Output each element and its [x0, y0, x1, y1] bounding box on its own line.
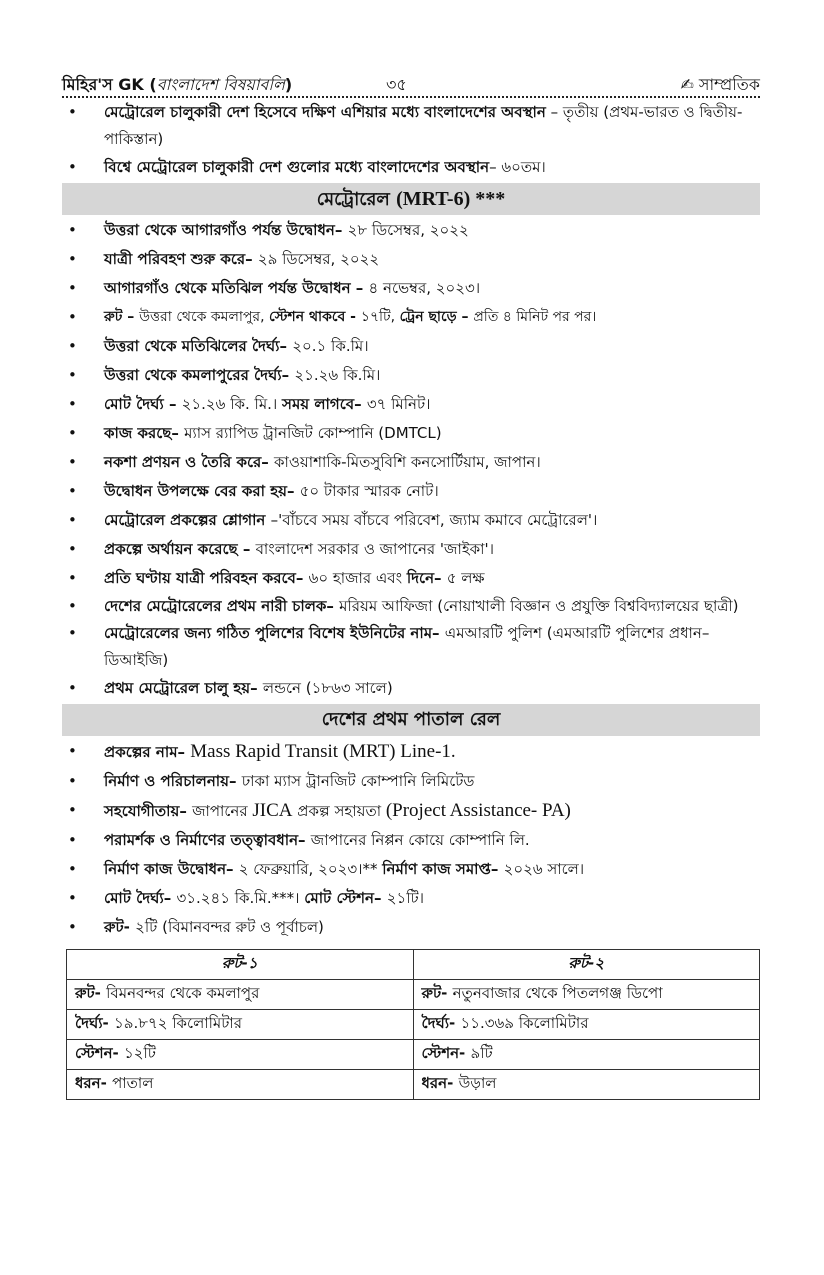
table-row: [67, 1010, 760, 1040]
list-item: • মেট্রোরেল চালুকারী দেশ হিসেবে দক্ষিণ এশিয়ার মধ্যে বাংলাদেশের অবস্থান – তৃতীয় (প্রথম-ভারত ও দ্বিতীয়-পাকিস্তান): [62, 99, 760, 153]
list-item: • প্রথম মেট্রোরেল চালু হয়– লন্ডনে (১৮৬৩ সালে): [62, 674, 760, 703]
table-row: [67, 980, 760, 1010]
table-cell: ধরন- উড়াল: [413, 1070, 760, 1100]
page-header: [62, 70, 760, 98]
list-item: • রুট – উত্তরা থেকে কমলাপুর, স্টেশন থাকবে - ১৭টি, ট্রেন ছাড়ে – প্রতি ৪ মিনিট পর পর।: [62, 303, 760, 332]
table-row: [67, 1040, 760, 1070]
list-item: • প্রকল্পে অর্থায়ন করেছে – বাংলাদেশ সরকার ও জাপানের 'জাইকা'।: [62, 535, 760, 564]
book-brand: মিহির'স GK (বাংলাদেশ বিষয়াবলি): [62, 75, 293, 94]
list-item: • উত্তরা থেকে মতিঝিলের দৈর্ঘ্য– ২০.১ কি.মি।: [62, 332, 760, 361]
list-item: • দেশের মেট্রোরেলের প্রথম নারী চালক– মরিয়ম আফিজা (নোয়াখালী বিজ্ঞান ও প্রযুক্তি বিশ্ববিদ্যালয়ের ছাত্রী): [62, 593, 760, 620]
section-heading-underground: দেশের প্রথম পাতাল রেল: [62, 704, 760, 736]
table-cell: রুট- নতুনবাজার থেকে পিতলগঞ্জ ডিপো: [413, 980, 760, 1010]
list-item: • বিশ্বে মেট্রোরেল চালুকারী দেশ গুলোর মধ্যে বাংলাদেশের অবস্থান– ৬০তম।: [62, 153, 760, 182]
list-item: • নকশা প্রণয়ন ও তৈরি করে– কাওয়াশাকি-মিতসুবিশি কনসোর্টিয়াম, জাপান।: [62, 448, 760, 477]
page-content: [62, 99, 760, 1100]
list-item: • পরামর্শক ও নির্মাণের তত্ত্বাবধান– জাপানের নিপ্পন কোয়ে কোম্পানি লি.: [62, 826, 760, 855]
list-item: • নির্মাণ ও পরিচালনায়– ঢাকা ম্যাস ট্রানজিট কোম্পানি লিমিটেড: [62, 767, 760, 796]
column-header: রুট-২: [413, 950, 760, 980]
table-cell: দৈর্ঘ্য- ১১.৩৬৯ কিলোমিটার: [413, 1010, 760, 1040]
list-item: • কাজ করছে– ম্যাস র‍্যাপিড ট্রানজিট কোম্পানি (DMTCL): [62, 419, 760, 448]
list-item: • সহযোগীতায়– জাপানের JICA প্রকল্প সহায়তা (Project Assistance- PA): [62, 796, 760, 826]
list-item: • আগারগাঁও থেকে মতিঝিল পর্যন্ত উদ্বোধন – ৪ নভেম্বর, ২০২৩।: [62, 274, 760, 303]
list-item: • মোট দৈর্ঘ্য – ২১.২৬ কি. মি.। সময় লাগবে– ৩৭ মিনিট।: [62, 390, 760, 419]
page-number: ৩৫: [386, 75, 407, 94]
list-item: • নির্মাণ কাজ উদ্বোধন– ২ ফেব্রুয়ারি, ২০২৩।** নির্মাণ কাজ সমাপ্ত– ২০২৬ সালে।: [62, 855, 760, 884]
underground-list: [62, 737, 760, 942]
section-label: ✍ সাম্প্রতিক: [680, 75, 760, 94]
list-item: • উদ্বোধন উপলক্ষে বের করা হয়– ৫০ টাকার স্মারক নোট।: [62, 477, 760, 506]
book-subtitle: বাংলাদেশ বিষয়াবলি: [156, 75, 285, 94]
column-header: রুট-১: [67, 950, 414, 980]
table-row: [67, 1070, 760, 1100]
list-item: • প্রতি ঘণ্টায় যাত্রী পরিবহন করবে– ৬০ হাজার এবং দিনে– ৫ লক্ষ: [62, 564, 760, 593]
table-cell: দৈর্ঘ্য- ১৯.৮৭২ কিলোমিটার: [67, 1010, 414, 1040]
intro-list: [62, 99, 760, 182]
table-cell: স্টেশন- ১২টি: [67, 1040, 414, 1070]
table-cell: ধরন- পাতাল: [67, 1070, 414, 1100]
section-heading-mrt6: মেট্রোরেল (MRT-6) ***: [62, 183, 760, 215]
mrt6-list: [62, 216, 760, 703]
list-item: • যাত্রী পরিবহণ শুরু করে– ২৯ ডিসেম্বর, ২০২২: [62, 245, 760, 274]
list-item: • মেট্রোরেল প্রকল্পের শ্লোগান –'বাঁচবে সময় বাঁচবে পরিবেশ, জ্যাম কমাবে মেট্রোরেল'।: [62, 506, 760, 535]
list-item: • প্রকল্পের নাম– Mass Rapid Transit (MRT) Line-1.: [62, 737, 760, 767]
list-item: • রুট- ২টি (বিমানবন্দর রুট ও পূর্বাচল): [62, 913, 760, 942]
table-cell: স্টেশন- ৯টি: [413, 1040, 760, 1070]
list-item: • উত্তরা থেকে আগারগাঁও পর্যন্ত উদ্বোধন– ২৮ ডিসেম্বর, ২০২২: [62, 216, 760, 245]
table-header-row: [67, 950, 760, 980]
table-cell: রুট- বিমনবন্দর থেকে কমলাপুর: [67, 980, 414, 1010]
list-item: • উত্তরা থেকে কমলাপুরের দৈর্ঘ্য– ২১.২৬ কি.মি।: [62, 361, 760, 390]
routes-table: [66, 949, 760, 1100]
list-item: • মেট্রোরেলের জন্য গঠিত পুলিশের বিশেষ ইউনিটের নাম– এমআরটি পুলিশ (এমআরটি পুলিশের প্রধান– ডিআইজি): [62, 620, 760, 674]
list-item: • মোট দৈর্ঘ্য– ৩১.২৪১ কি.মি.***। মোট স্টেশন– ২১টি।: [62, 884, 760, 913]
